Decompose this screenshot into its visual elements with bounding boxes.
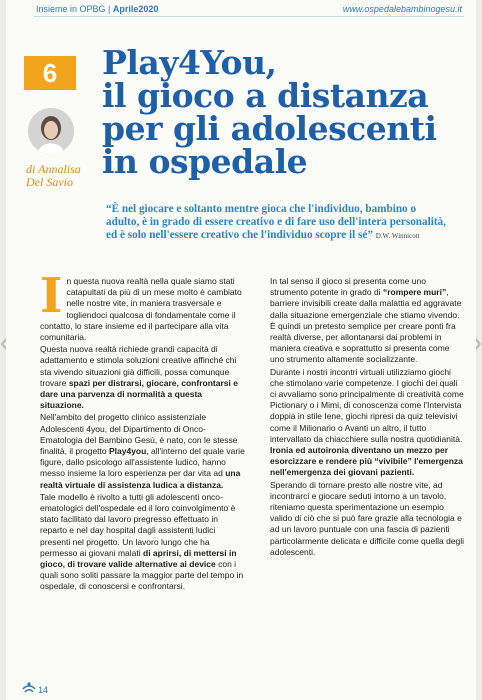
highlighted-text: Ironia ed autoironia diventano un mezzo per esorcizzare e rendere più “vivibile” l'emergenza nell'emergenza dei giovani pazienti. — [270, 445, 463, 478]
paragraph — [270, 480, 466, 558]
highlighted-text: di aprirsi, di mettersi in gioco, di trovare valide alternative ai device — [40, 547, 237, 570]
quote-author: D.W. Winnicott — [375, 232, 420, 240]
author-avatar — [28, 108, 74, 154]
title-line: il gioco a distanza — [102, 76, 429, 115]
paragraph-text: In tal senso il gioco si presenta come uno strumento potente in grado di — [270, 276, 426, 298]
issue-label — [36, 4, 158, 14]
hospital-logo-icon — [22, 680, 36, 694]
paragraph-text: , barriere invisibili create dalla malattia ed aggravate dalla situazione emergenziale che stiamo vivendo. È quindi un pretesto semplice per creare ponti fra realtà diverse, per allontanarsi dai problemi in maniera creativa e soprattutto si presenta come uno strumento altamente socializzante. — [270, 287, 462, 365]
paragraph — [40, 344, 246, 411]
drop-cap: I — [40, 268, 63, 324]
article-column-right — [270, 276, 466, 559]
title-line: Play4You, — [102, 43, 277, 82]
paragraph-text: n questa nuova realtà nella quale siamo stati catapultati da più di un mese molto è cambiato nelle nostre vite, in maniera trasversale e togliendoci qualcosa di fondamentale come il contatto, lo stare insieme ed il partecipare alla vita comunitaria. — [40, 276, 242, 343]
header-divider — [34, 16, 464, 17]
paragraph-text: Durante i nostri incontri virtuali utilizziamo giochi che stimolano varie competenze. I giochi dei quali ci avvaliamo sono principalmente di creatività come Pictionary o i Mimi, di conoscenza come l'Intervista doppia in stile Iene, giochi ripresi da quiz televisivi come il Milionario o Avanti un altro, il tutto intervallato da chiacchiere sulla nostra quotidianità. — [270, 366, 464, 444]
paragraph — [40, 492, 246, 593]
article-title — [102, 43, 472, 181]
author-first-name: Annalisa — [38, 162, 81, 176]
highlighted-text: una realtà virtuale di assistenza ludica a distanza. — [40, 468, 241, 490]
issue-date: Aprile2020 — [112, 4, 159, 14]
paragraph-text: con i quali sono soliti passare la maggior parte del tempo in ospedale, di conoscersi e confrontarsi. — [40, 559, 244, 592]
paragraph-text: Tale modello è rivolto a tutti gli adolescenti onco-ematologici dell'ospedale ed il loro coinvolgimento è stato facilitato dal lavoro pregresso effettuato in reparto e nel day hospital dagli assistenti ludici presenti nel progetto. Un lavoro lungo che ha permesso ai giovani malati — [40, 491, 236, 558]
author-last-name: Del Savio — [26, 175, 73, 189]
highlighted-text: spazi per distrarsi, giocare, confrontarsi e dare una parvenza di normalità a questa situazione. — [40, 377, 238, 411]
paragraph-text: Sperando di tornare presto alle nostre vite, ad incontrarci e giocare seduti intorno a un tavolo, riteniamo questa sperimentazione un esempio valido di ciò che si può fare grazie alla tecnologia e ad un lavoro puntuale con una fascia di pazienti particolarmente delicata e difficile come quella degli adolescenti. — [270, 479, 465, 557]
article-column-left — [40, 268, 246, 594]
page-header — [6, 0, 476, 18]
paragraph — [270, 276, 466, 366]
title-line: per gli adolescenti — [102, 109, 437, 148]
paragraph-text: Nell'ambito del progetto clinico assistenziale Adolescenti 4you, del Dipartimento di Onco-Ematologia del Bambino Gesù, è nato, con le stesse finalità, il progetto — [40, 412, 238, 457]
page-number: 14 — [38, 685, 49, 695]
website-url: www.ospedalebambinogesu.it — [342, 4, 462, 14]
article-number-badge: 6 — [24, 56, 76, 90]
issue-prefix: Insieme in OPBG | — [36, 4, 111, 14]
author-photo-icon — [28, 108, 74, 154]
paragraph-text: Questa nuova realtà richiede grandi capacità di adattamento e stimola soluzioni creative affinché chi sta vivendo situazioni già difficili, possa comunque trovare — [40, 344, 237, 388]
highlighted-text: “rompere muri” — [382, 287, 447, 298]
byline-prefix: di — [26, 162, 36, 176]
highlighted-text: Play4you — [108, 446, 147, 457]
paragraph — [270, 367, 466, 479]
quote-text: “È nel giocare e soltanto mentre gioca che l'individuo, bambino o adulto, è in grado di essere creativo e di fare uso dell'intera personalità, ed è solo nell'essere creativo che l'individuo scopre il sé” — [106, 203, 446, 241]
paragraph — [40, 412, 246, 490]
paragraph — [40, 268, 246, 343]
author-byline — [26, 163, 96, 189]
pull-quote — [106, 203, 446, 243]
title-line: in ospedale — [102, 142, 308, 181]
magazine-page — [6, 0, 476, 700]
paragraph-text: , all'interno del quale varie figure, dallo psicologo all'assistente ludico, hanno messo insieme la loro esperienza per dar vita ad — [40, 446, 245, 479]
